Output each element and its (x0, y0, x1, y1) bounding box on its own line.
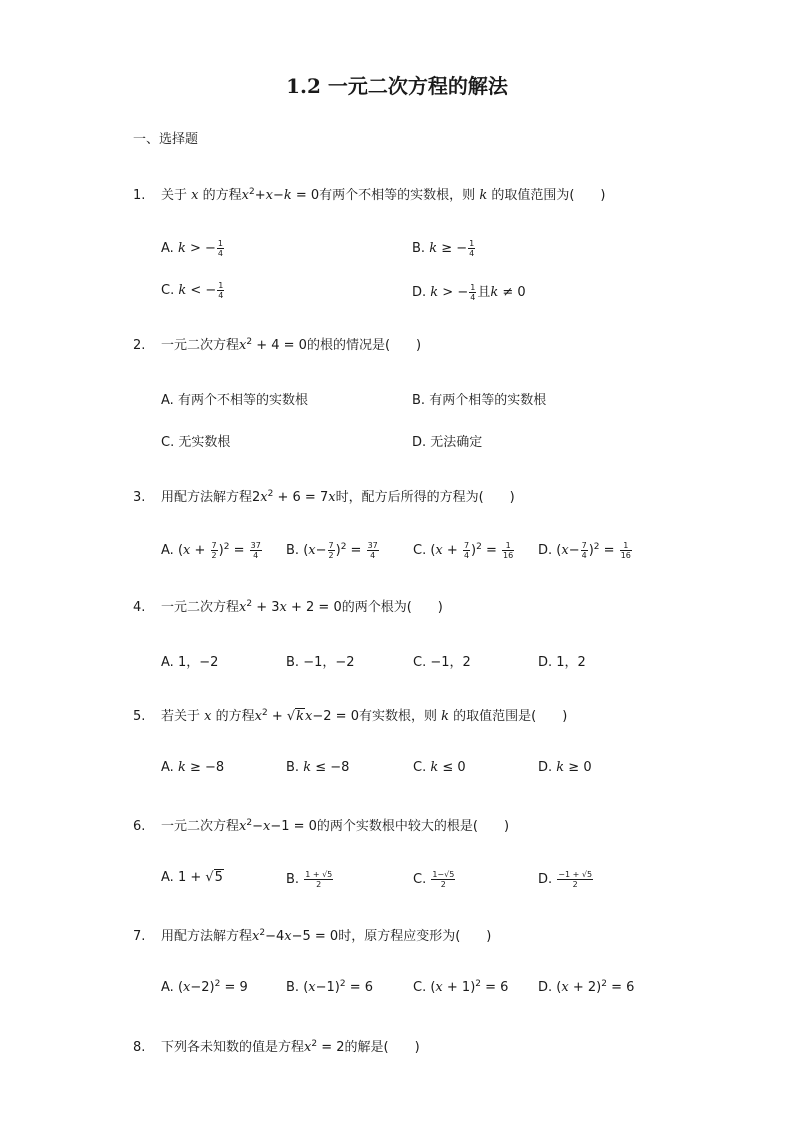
option-label: D. (412, 435, 431, 450)
option-d (538, 980, 634, 995)
question-text: 一元二次方程$x^2 + 4 = 0$的根的情况是( ) (161, 337, 422, 353)
option-text: (x− $\frac{7}{2}$ )$^2$ = $\frac{37}{4}$ (303, 541, 378, 560)
option-b (286, 870, 334, 889)
option-c (413, 980, 508, 995)
option-label: D. (412, 285, 431, 300)
option-a (161, 651, 218, 670)
option-label: B. (286, 872, 304, 887)
option-text: 无法确定 (430, 435, 483, 450)
option-c (413, 760, 466, 775)
option-text: $\frac{1-√5}{2}$ (432, 870, 455, 889)
question-number: 2. (133, 338, 146, 353)
option-label: B. (286, 655, 304, 670)
option-text: $(x + 1)^2 = 6$ (430, 979, 509, 995)
option-text: k ≤ 0 (430, 760, 466, 775)
question-stem (133, 596, 443, 615)
option-text: k ≥ −8 (177, 760, 225, 775)
option-text: k > − $\frac{1}{4}$ 且k ≠ 0 (430, 283, 526, 302)
option-b (412, 389, 546, 408)
question-text: 若关于 x 的方程$x^2 + √kx-2 = 0$有实数根，则 k 的取值范围是( ) (161, 708, 568, 724)
option-label: B. (412, 241, 430, 256)
option-label: C. (413, 872, 431, 887)
option-d (538, 541, 633, 560)
option-label: A. (161, 393, 178, 408)
question-number: 5. (133, 709, 146, 724)
option-text: 无实数根 (178, 435, 231, 450)
option-text: k > − $\frac{1}{4}$ (177, 239, 223, 258)
option-text: (x− $\frac{7}{4}$ )$^2$ = $\frac{1}{16}$ (556, 541, 631, 560)
option-c (413, 870, 456, 889)
option-text: 有两个相等的实数根 (429, 393, 547, 408)
question-text: 一元二次方程$x^2-x-1 = 0$的两个实数根中较大的根是( ) (161, 818, 510, 834)
option-label: B. (286, 543, 304, 558)
option-text: 1 + √5 (177, 870, 223, 885)
option-d (412, 281, 526, 302)
option-b (412, 239, 476, 258)
option-a (161, 541, 263, 560)
option-d (412, 431, 482, 450)
option-text: (x + $\frac{7}{2}$ )$^2$ = $\frac{37}{4}$ (177, 541, 261, 560)
option-label: D. (538, 980, 557, 995)
question-number: 1. (133, 188, 146, 203)
question-stem (133, 334, 421, 353)
question-text: 一元二次方程$x^2 + 3x + 2 = 0$的两个根为( ) (161, 599, 443, 615)
option-label: A. (161, 870, 178, 885)
option-b (286, 760, 349, 775)
option-text: 有两个不相等的实数根 (177, 393, 308, 408)
option-a (161, 239, 225, 258)
option-d (538, 870, 594, 889)
option-text: k ≥ 0 (556, 760, 592, 775)
option-c (161, 281, 225, 300)
page-title: 1.2 一元二次方程的解法 (286, 74, 508, 98)
option-label: C. (413, 543, 431, 558)
question-number: 6. (133, 819, 146, 834)
question-stem (133, 925, 491, 944)
question-text: 用配方法解方程$x^2-4x-5 = 0$时，原方程应变形为( ) (161, 928, 492, 944)
option-label: B. (286, 980, 304, 995)
question-number: 7. (133, 929, 146, 944)
option-label: C. (413, 980, 431, 995)
option-label: A. (161, 241, 178, 256)
option-text: $\frac{1 + √5}{2}$ (305, 870, 333, 889)
option-a (161, 389, 308, 408)
option-text: k ≤ −8 (303, 760, 350, 775)
question-stem (133, 705, 567, 724)
option-b (286, 980, 373, 995)
option-text: −1，−2 (303, 655, 355, 670)
option-label: C. (413, 760, 431, 775)
option-a (161, 760, 224, 775)
option-text: $\frac{-1 + √5}{2}$ (558, 870, 593, 889)
question-stem (133, 184, 605, 203)
option-b (286, 541, 380, 560)
option-text: 1，2 (556, 655, 586, 670)
option-d (538, 760, 592, 775)
option-label: B. (412, 393, 430, 408)
question-stem (133, 815, 509, 834)
question-text: 下列各未知数的值是方程$x^2 = 2$的解是( ) (161, 1039, 420, 1055)
option-label: A. (161, 760, 178, 775)
question-text: 关于 x 的方程$x^2+x-k = 0$有两个不相等的实数根，则 k 的取值范围为( ) (161, 187, 606, 203)
option-text: k < − $\frac{1}{4}$ (178, 281, 224, 300)
option-text: k ≥ − $\frac{1}{4}$ (429, 239, 475, 258)
option-label: C. (161, 435, 179, 450)
question-stem (133, 1036, 420, 1055)
question-number: 3. (133, 490, 146, 505)
option-c (413, 651, 471, 670)
option-label: B. (286, 760, 304, 775)
option-label: A. (161, 655, 178, 670)
question-stem (133, 486, 515, 505)
option-label: D. (538, 655, 557, 670)
option-b (286, 651, 355, 670)
question-number: 8. (133, 1040, 146, 1055)
option-label: D. (538, 543, 557, 558)
option-label: C. (413, 655, 431, 670)
option-a (161, 980, 248, 995)
option-d (538, 651, 586, 670)
option-text: 1，−2 (177, 655, 219, 670)
option-text: −1，2 (430, 655, 471, 670)
option-text: $(x-2)^2 = 9$ (177, 979, 248, 995)
option-text: $(x + 2)^2 = 6$ (556, 979, 635, 995)
option-text: (x + $\frac{7}{4}$ )$^2$ = $\frac{1}{16}$ (430, 541, 514, 560)
section-heading: 一、选择题 (133, 132, 199, 147)
question-text: 用配方法解方程$2x^2 + 6 = 7x$时，配方后所得的方程为( ) (161, 489, 515, 505)
option-label: D. (538, 760, 557, 775)
option-label: A. (161, 543, 178, 558)
option-c (161, 431, 230, 450)
option-c (413, 541, 515, 560)
option-a (161, 870, 224, 885)
question-number: 4. (133, 600, 146, 615)
option-label: A. (161, 980, 178, 995)
option-label: C. (161, 283, 179, 298)
option-text: $(x-1)^2 = 6$ (303, 979, 374, 995)
option-label: D. (538, 872, 557, 887)
